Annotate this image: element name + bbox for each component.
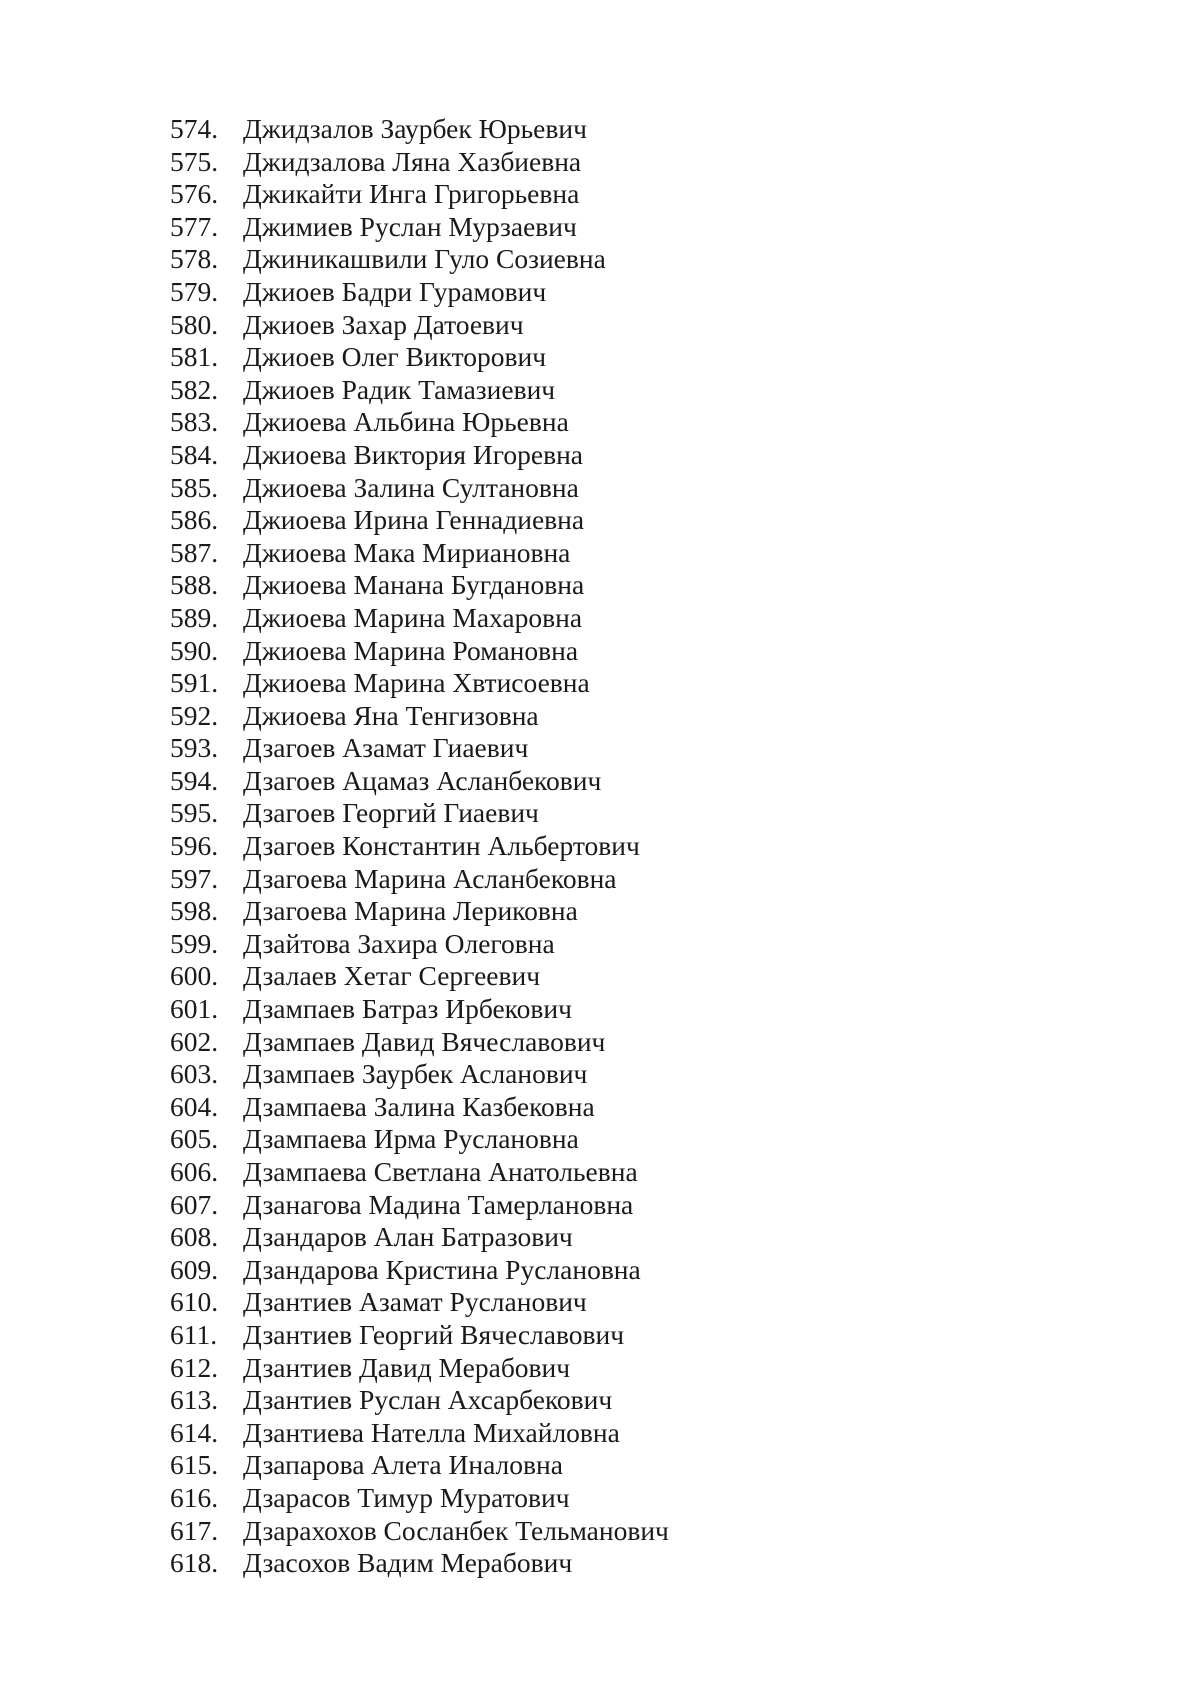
entry-number: 607.: [170, 1188, 219, 1220]
entry-name: Джиникашвили Гуло Созиевна: [243, 243, 606, 275]
entry-number: 583.: [170, 406, 219, 438]
entry-name: Джидзалов Заурбек Юрьевич: [243, 113, 587, 144]
entry-number: 596.: [170, 830, 219, 862]
list-item: [170, 960, 669, 993]
list-item: [170, 1352, 669, 1385]
list-item: [170, 797, 669, 830]
entry-number: 595.: [170, 797, 219, 829]
list-item: [170, 1156, 669, 1189]
list-item: [170, 667, 669, 700]
entry-name: Дзагоев Георгий Гиаевич: [243, 797, 539, 829]
list-item: [170, 211, 669, 244]
list-item: [170, 830, 669, 863]
entry-name: Дзампаев Заурбек Асланович: [243, 1058, 588, 1090]
entry-name: Джиоева Альбина Юрьевна: [243, 406, 569, 438]
entry-name: Джиоева Марина Романовна: [243, 634, 579, 666]
entry-number: 578.: [170, 243, 219, 275]
list-item: [170, 1515, 669, 1548]
list-item: [170, 1286, 669, 1319]
entry-number: 615.: [170, 1449, 219, 1481]
entry-number: 599.: [170, 927, 219, 959]
entry-number: 584.: [170, 438, 219, 470]
list-item: [170, 569, 669, 602]
entry-number: 614.: [170, 1416, 219, 1448]
list-item: [170, 993, 669, 1026]
list-item: [170, 406, 669, 439]
entry-number: 603.: [170, 1058, 219, 1090]
list-item: [170, 276, 669, 309]
entry-name: Дзампаева Ирма Руслановна: [243, 1123, 579, 1155]
entry-name: Дзампаева Светлана Анатольевна: [243, 1156, 638, 1187]
entry-name: Дзагоев Азамат Гиаевич: [243, 732, 529, 764]
entry-name: Джиоева Марина Хвтисоевна: [243, 667, 590, 699]
entry-name: Дзантиев Руслан Ахсарбекович: [243, 1384, 613, 1416]
entry-name: Дзанагова Мадина Тамерлановна: [243, 1188, 634, 1220]
entry-name: Дзагоева Марина Асланбековна: [243, 862, 617, 894]
entry-number: 601.: [170, 993, 219, 1025]
list-item: [170, 243, 669, 276]
entry-name: Дзайтова Захира Олеговна: [243, 927, 555, 959]
entry-number: 589.: [170, 601, 219, 633]
entry-name: Дзандаров Алан Батразович: [243, 1221, 573, 1253]
list-item: [170, 113, 669, 146]
entry-name: Дзандарова Кристина Руслановна: [243, 1253, 641, 1285]
entry-name: Дзантиев Давид Мерабович: [243, 1351, 571, 1383]
entry-name: Дзарахохов Сосланбек Тельманович: [243, 1514, 669, 1546]
entry-number: 593.: [170, 732, 219, 764]
list-item: [170, 537, 669, 570]
list-item: [170, 1319, 669, 1352]
entry-number: 594.: [170, 764, 219, 796]
entry-number: 581.: [170, 341, 219, 373]
entry-name: Джиоев Радик Тамазиевич: [243, 373, 556, 405]
list-item: [170, 439, 669, 472]
list-item: [170, 635, 669, 668]
entry-number: 575.: [170, 145, 219, 177]
entry-number: 604.: [170, 1090, 219, 1122]
entry-number: 585.: [170, 471, 219, 503]
entry-name: Джиоева Ирина Геннадиевна: [243, 504, 585, 536]
entry-name: Дзасохов Вадим Мерабович: [243, 1547, 573, 1579]
list-item: [170, 1449, 669, 1482]
entry-number: 609.: [170, 1253, 219, 1285]
entry-number: 574.: [170, 113, 219, 144]
list-item: [170, 602, 669, 635]
list-item: [170, 1482, 669, 1515]
list-item: [170, 1547, 669, 1580]
entry-name: Дзантиева Нателла Михайловна: [243, 1416, 620, 1448]
entry-name: Джиоева Залина Султановна: [243, 471, 579, 503]
list-item: [170, 309, 669, 342]
entry-name: Дзантиев Георгий Вячеславович: [243, 1318, 625, 1350]
entry-number: 587.: [170, 536, 219, 568]
entry-name: Дзампаев Батраз Ирбекович: [243, 993, 572, 1025]
entry-name: Дзампаев Давид Вячеславович: [243, 1025, 606, 1057]
list-item: [170, 863, 669, 896]
entry-name: Дзагоева Марина Лериковна: [243, 895, 578, 927]
entry-name: Дзагоев Ацамаз Асланбекович: [243, 764, 602, 796]
entry-number: 611.: [170, 1318, 218, 1350]
entry-name: Дзампаева Залина Казбековна: [243, 1090, 595, 1122]
entry-number: 617.: [170, 1514, 219, 1546]
list-item: [170, 1123, 669, 1156]
entry-number: 612.: [170, 1351, 219, 1383]
entry-name: Дзарасов Тимур Муратович: [243, 1481, 570, 1513]
entry-number: 580.: [170, 308, 219, 340]
list-item: [170, 1221, 669, 1254]
list-item: [170, 732, 669, 765]
entry-number: 605.: [170, 1123, 219, 1155]
entry-number: 579.: [170, 275, 219, 307]
entry-number: 597.: [170, 862, 219, 894]
entry-name: Джиоев Олег Викторович: [243, 341, 547, 373]
entry-number: 616.: [170, 1481, 219, 1513]
entry-name: Джимиев Руслан Мурзаевич: [243, 210, 577, 242]
entry-name: Дзалаев Хетаг Сергеевич: [243, 960, 541, 992]
list-item: [170, 928, 669, 961]
entry-number: 600.: [170, 960, 219, 992]
entry-number: 602.: [170, 1025, 219, 1057]
list-item: [170, 1417, 669, 1450]
entry-name: Джидзалова Ляна Хазбиевна: [243, 145, 582, 177]
entry-name: Джиоев Захар Датоевич: [243, 308, 524, 340]
entry-name: Джикайти Инга Григорьевна: [243, 178, 580, 210]
entry-name: Дзагоев Константин Альбертович: [243, 830, 640, 862]
name-list: [170, 113, 669, 1580]
list-item: [170, 700, 669, 733]
entry-number: 613.: [170, 1384, 219, 1416]
entry-number: 577.: [170, 210, 219, 242]
entry-number: 598.: [170, 895, 219, 927]
entry-name: Джиоева Манана Бугдановна: [243, 569, 585, 601]
list-item: [170, 504, 669, 537]
list-item: [170, 374, 669, 407]
entry-number: 608.: [170, 1221, 219, 1253]
list-item: [170, 341, 669, 374]
entry-number: 606.: [170, 1156, 219, 1187]
entry-number: 588.: [170, 569, 219, 601]
entry-name: Джиоева Мака Мириановна: [243, 536, 571, 568]
list-item: [170, 178, 669, 211]
entry-name: Джиоева Виктория Игоревна: [243, 438, 583, 470]
list-item: [170, 1026, 669, 1059]
list-item: [170, 895, 669, 928]
list-item: [170, 765, 669, 798]
entry-number: 592.: [170, 699, 219, 731]
entry-name: Дзантиев Азамат Русланович: [243, 1286, 587, 1318]
entry-number: 576.: [170, 178, 219, 210]
entry-number: 590.: [170, 634, 219, 666]
entry-number: 586.: [170, 504, 219, 536]
list-item: [170, 1189, 669, 1222]
entry-number: 618.: [170, 1547, 219, 1579]
list-item: [170, 472, 669, 505]
list-item: [170, 1091, 669, 1124]
entry-name: Дзапарова Алета Иналовна: [243, 1449, 563, 1481]
list-item: [170, 1058, 669, 1091]
entry-number: 610.: [170, 1286, 219, 1318]
entry-name: Джиоева Яна Тенгизовна: [243, 699, 539, 731]
entry-name: Джиоева Марина Махаровна: [243, 601, 583, 633]
list-item: [170, 1384, 669, 1417]
list-item: [170, 1254, 669, 1287]
entry-name: Джиоев Бадри Гурамович: [243, 275, 547, 307]
entry-number: 591.: [170, 667, 219, 699]
list-item: [170, 146, 669, 179]
entry-number: 582.: [170, 373, 219, 405]
